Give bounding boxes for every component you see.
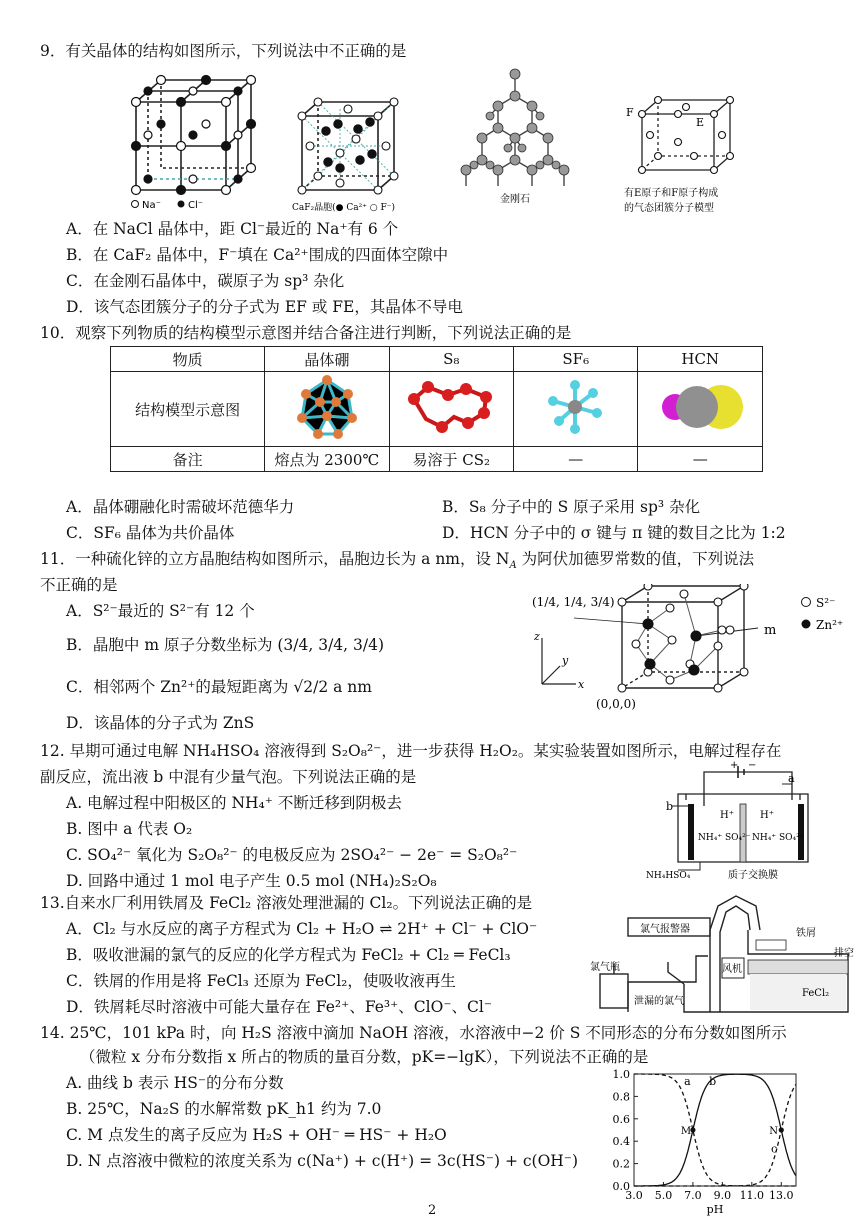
zns-m-label: m [764, 623, 777, 638]
q13-stem: 13.自来水厂利用铁屑及 FeCl₂ 溶液处理泄漏的 Cl₂。下列说法正确的是 [40, 894, 533, 912]
point-N [779, 1127, 784, 1132]
q13-option-b: B．吸收泄漏的氯气的反应的化学方程式为 FeCl₂ + Cl₂ ═ FeCl₃ [66, 946, 511, 964]
inlet-label: NH₄HSO₄ [646, 871, 691, 881]
iron-bed [748, 960, 848, 974]
series-c-label: c [770, 1142, 778, 1156]
fan-label: 风机 [722, 964, 742, 975]
sf6-octahedron-icon [541, 377, 611, 437]
q14-option-a: A. 曲线 b 表示 HS⁻的分布分数 [66, 1074, 284, 1092]
x-tick-label: 5.0 [654, 1189, 673, 1202]
q10-option-c: C．SF₆ 晶体为共价晶体 [66, 524, 235, 542]
q12-stem-1: 12. 早期可通过电解 NH₄HSO₄ 溶液得到 S₂O₈²⁻，进一步获得 H₂O₂。某实验装置如图所示，电解过程存在 [40, 742, 782, 760]
minus-sign: − [748, 760, 757, 771]
nacl-lattice-figure [126, 72, 266, 212]
q13-option-c: C．铁屑的作用是将 FeCl₃ 还原为 FeCl₂，使吸收液再生 [66, 972, 456, 990]
q9-stem: 9．有关晶体的结构如图所示，下列说法中不正确的是 [40, 42, 407, 60]
series-a-label: a [684, 1075, 691, 1089]
x-tick-label: 3.0 [625, 1189, 643, 1202]
y-tick-label: 0.6 [612, 1112, 630, 1126]
table-header-boron: 晶体硼 [265, 347, 389, 372]
y-tick-label: 0.2 [612, 1157, 630, 1171]
caf2-caption: CaF₂晶胞(● Ca²⁺ ○ F⁻) [292, 203, 396, 213]
q10-structure-table [110, 346, 763, 472]
y-tick-label: 1.0 [612, 1068, 630, 1081]
q12-option-a: A. 电解过程中阳极区的 NH₄⁺ 不断迁移到阴极去 [66, 794, 402, 812]
iron-label: 铁屑 [796, 928, 816, 939]
left-ions: NH₄⁺ SO₄²⁻ [698, 833, 751, 843]
right-ions: NH₄⁺ SO₄²⁻ [752, 833, 805, 843]
cluster-caption-1: 有E原子和F原子构成 [624, 188, 719, 199]
s8-model-cell [389, 372, 514, 447]
q10-option-b: B．S₈ 分子中的 S 原子采用 sp³ 杂化 [442, 498, 701, 516]
note-sf6: — [514, 447, 638, 472]
q9-option-a: A．在 NaCl 晶体中，距 Cl⁻最近的 Na⁺有 6 个 [66, 220, 399, 238]
x-axis-title: pH [706, 1203, 724, 1216]
alarm-label: 氯气报警器 [640, 924, 690, 935]
point-M-label: M [680, 1126, 692, 1137]
q9-option-c: C．在金刚石晶体中，碳原子为 sp³ 杂化 [66, 272, 345, 290]
membrane-label: 质子交换膜 [728, 870, 778, 881]
q13-option-a: A．Cl₂ 与水反应的离子方程式为 Cl₂ + H₂O ⇌ 2H⁺ + Cl⁻ + ClO⁻ [66, 920, 538, 938]
x-tick-label: 9.0 [713, 1189, 732, 1202]
q12-option-c: C. SO₄²⁻ 氧化为 S₂O₈²⁻ 的电极反应为 2SO₄²⁻ − 2e⁻ = S₂O₈²⁻ [66, 846, 518, 864]
q9-option-d: D．该气态团簇分子的分子式为 EF 或 FE，其晶体不导电 [66, 298, 463, 316]
cluster-e-label: E [696, 116, 705, 129]
nacl-cl-legend: Cl⁻ [188, 200, 204, 211]
q14-option-d: D. N 点溶液中微粒的浓度关系为 c(Na⁺) + c(H⁺) = 3c(HS⁻) + c(OH⁻) [66, 1152, 579, 1170]
zns-origin-label: (0,0,0) [596, 697, 636, 711]
zns-s-legend: S²⁻ [816, 596, 836, 610]
q10-stem: 10．观察下列物质的结构模型示意图并结合备注进行判断，下列说法正确的是 [40, 324, 572, 342]
s8-ring-icon [406, 377, 496, 437]
page-number: 2 [428, 1203, 437, 1218]
table-row-label-model: 结构模型示意图 [111, 372, 265, 447]
q12-option-d: D. 回路中通过 1 mol 电子产生 0.5 mol (NH₄)₂S₂O₈ [66, 872, 437, 890]
ef-cluster-figure [622, 92, 742, 216]
cathode-plate [798, 804, 804, 860]
q14-option-b: B. 25℃，Na₂S 的水解常数 pK_h1 约为 7.0 [66, 1100, 382, 1118]
x-tick-label: 13.0 [769, 1189, 794, 1202]
x-axis-label: x [578, 678, 585, 691]
boron-model-cell [265, 372, 389, 447]
note-boron: 熔点为 2300℃ [265, 447, 389, 472]
q11-option-d: D．该晶体的分子式为 ZnS [66, 714, 255, 732]
nacl-na-legend: Na⁻ [142, 200, 161, 211]
q14-stem-2: （微粒 x 分布分数指 x 所占的物质的量百分数，pK=−lgK），下列说法不正确的是 [80, 1048, 649, 1066]
h-plus-right: H⁺ [760, 810, 774, 821]
diamond-figure [450, 66, 590, 206]
zns-coord-label: (1/4, 1/4, 3/4) [532, 595, 615, 609]
tail-label: 排空 [834, 948, 854, 959]
series-b-label: b [709, 1075, 717, 1089]
table-header-substance: 物质 [111, 347, 265, 372]
q11-option-b: B．晶胞中 m 原子分数坐标为 (3/4, 3/4, 3/4) [66, 636, 385, 654]
table-header-s8: S₈ [389, 347, 514, 372]
q12-option-b: B. 图中 a 代表 O₂ [66, 820, 193, 838]
boron-icosahedron-icon [292, 374, 362, 440]
table-row-label-note: 备注 [111, 447, 265, 472]
zns-cell-figure [526, 584, 856, 714]
q12-stem-2: 副反应，流出液 b 中混有少量气泡。下列说法正确的是 [40, 768, 417, 786]
point-N-label: N [769, 1126, 779, 1137]
hcn-spacefill-icon [655, 379, 745, 435]
zns-zn-legend: Zn²⁺ [816, 618, 844, 632]
y-tick-label: 0.0 [612, 1180, 630, 1193]
h-plus-left: H⁺ [720, 810, 734, 821]
table-header-hcn: HCN [638, 347, 763, 372]
cluster-caption-2: 的气态团簇分子模型 [624, 203, 714, 214]
distribution-chart [600, 1066, 810, 1216]
anode-plate [688, 804, 694, 860]
q13-option-d: D．铁屑耗尽时溶液中可能大量存在 Fe²⁺、Fe³⁺、ClO⁻、Cl⁻ [66, 998, 493, 1016]
outlet-a-label: a [788, 772, 795, 785]
q10-option-d: D．HCN 分子中的 σ 键与 π 键的数目之比为 1:2 [442, 524, 786, 542]
z-axis-label: z [534, 630, 540, 643]
q10-option-a: A．晶体硼融化时需破坏范德华力 [66, 498, 295, 516]
liquid-label: FeCl₂ [802, 988, 830, 999]
q11-option-c: C．相邻两个 Zn²⁺的最短距离为 √2/2 a nm [66, 678, 372, 696]
chlorine-treatment-figure [588, 884, 860, 1020]
diamond-caption: 金刚石 [500, 194, 530, 205]
sf6-model-cell [514, 372, 638, 447]
x-tick-label: 7.0 [684, 1189, 702, 1202]
electrolysis-figure [642, 760, 828, 884]
leak-label: 泄漏的氯气 [634, 996, 684, 1007]
caf2-cell-figure [288, 96, 408, 216]
x-tick-label: 11.0 [739, 1189, 765, 1202]
cluster-f-label: F [626, 106, 634, 119]
note-s8: 易溶于 CS₂ [389, 447, 514, 472]
q14-option-c: C. M 点发生的离子反应为 H₂S + OH⁻ ═ HS⁻ + H₂O [66, 1126, 447, 1144]
cylinder-label: 氯气瓶 [590, 962, 620, 973]
plus-sign: + [730, 760, 739, 771]
q11-stem: 11．一种硫化锌的立方晶胞结构如图所示，晶胞边长为 a nm，设 $N_A$ 为阿伏加德罗常数的值，下列说法 [40, 550, 755, 572]
y-tick-label: 0.8 [612, 1090, 630, 1104]
q11-option-a: A．S²⁻最近的 S²⁻有 12 个 [66, 602, 255, 620]
y-axis-label: y [562, 654, 569, 667]
y-tick-label: 0.4 [612, 1135, 630, 1149]
q9-option-b: B．在 CaF₂ 晶体中，F⁻填在 Ca²⁺围成的四面体空隙中 [66, 246, 449, 264]
outlet-b-label: b [666, 800, 674, 813]
q11-stem-2: 不正确的是 [40, 576, 118, 594]
q14-stem-1: 14. 25℃，101 kPa 时，向 H₂S 溶液中滴加 NaOH 溶液，水溶液中−2 价 S 不同形态的分布分数如图所示 [40, 1024, 787, 1042]
table-header-sf6: SF₆ [514, 347, 638, 372]
note-hcn: — [638, 447, 763, 472]
hcn-model-cell [638, 372, 763, 447]
